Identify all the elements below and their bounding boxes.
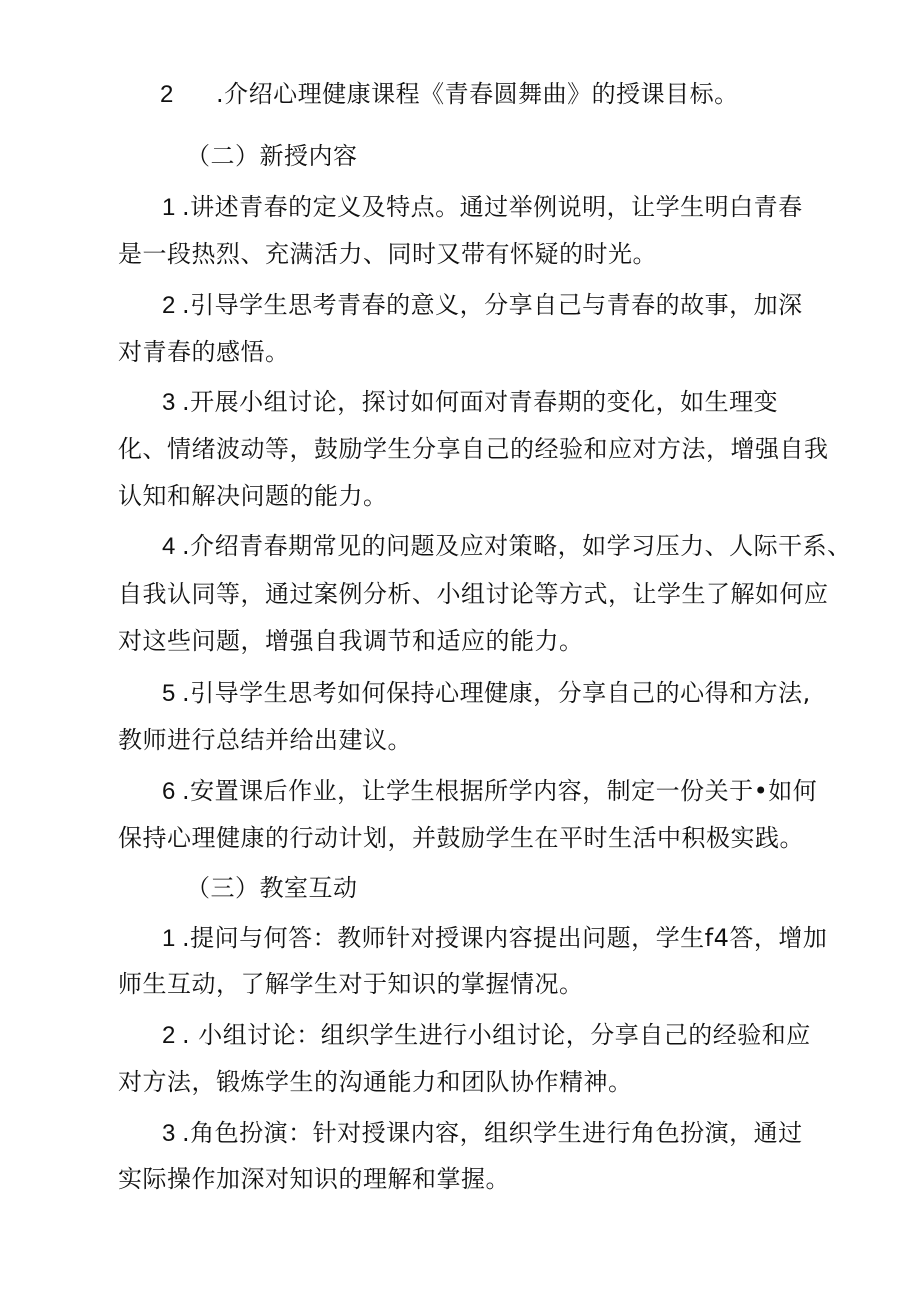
list-item-continuation: 化、情绪波动等，鼓励学生分享自己的经验和应对方法，增强自我 bbox=[118, 435, 829, 463]
list-item-2-2 bbox=[162, 289, 803, 322]
list-item-continuation: 保持心理健康的行动计划，并鼓励学生在平时生活中积极实践。 bbox=[118, 824, 804, 852]
list-item-continuation: 是一段热烈、充满活力、同时又带有怀疑的时光。 bbox=[118, 240, 657, 268]
list-item-continuation: 对这些问题，增强自我调节和适应的能力。 bbox=[118, 627, 584, 655]
section-heading-2: （二）新授内容 bbox=[186, 142, 358, 170]
list-item-2-3 bbox=[162, 386, 778, 419]
list-item-3-2 bbox=[162, 1019, 811, 1052]
list-item-continuation: 自我认同等，通过案例分析、小组讨论等方式，让学生了解如何应 bbox=[118, 580, 829, 608]
item-text: .开展小组讨论，探讨如何面对青春期的变化，如生理变 bbox=[182, 388, 779, 416]
item-text: .介绍心理健康课程《青春圆舞曲》的授课目标。 bbox=[216, 80, 739, 108]
list-item-intro bbox=[160, 78, 739, 111]
item-number: 5 bbox=[162, 680, 176, 707]
list-item-2-5 bbox=[162, 677, 811, 710]
item-text: .引导学生思考青春的意义，分享自己与青春的故事，加深 bbox=[182, 291, 803, 319]
list-item-3-3 bbox=[162, 1117, 803, 1150]
list-item-3-1 bbox=[162, 922, 827, 955]
item-number: 3 bbox=[162, 389, 176, 416]
item-text: .角色扮演：针对授课内容，组织学生进行角色扮演，通过 bbox=[182, 1119, 803, 1147]
item-text: .安置课后作业，让学生根据所学内容，制定一份关于•如何 bbox=[182, 777, 818, 805]
list-item-continuation: 对青春的感悟。 bbox=[118, 338, 290, 366]
list-item-continuation: 认知和解决问题的能力。 bbox=[118, 482, 388, 510]
section-heading-3: （三）教室互动 bbox=[186, 874, 358, 902]
list-item-2-4 bbox=[162, 530, 852, 563]
item-number: 1 bbox=[162, 925, 176, 952]
item-number: 3 bbox=[162, 1120, 176, 1147]
item-text: .讲述青春的定义及特点。通过举例说明，让学生明白青春 bbox=[182, 193, 803, 221]
item-text: . 小组讨论：组织学生进行小组讨论，分享自己的经验和应 bbox=[182, 1021, 811, 1049]
item-number: 4 bbox=[162, 533, 176, 560]
list-item-continuation: 对方法，锻炼学生的沟通能力和团队协作精神。 bbox=[118, 1068, 633, 1096]
item-number: 2 bbox=[160, 81, 174, 108]
item-number: 6 bbox=[162, 778, 176, 805]
item-text: .提问与何答：教师针对授课内容提出问题，学生f4答，增加 bbox=[182, 924, 828, 952]
list-item-2-6 bbox=[162, 775, 817, 808]
item-number: 2 bbox=[162, 1022, 176, 1049]
list-item-continuation: 实际操作加深对知识的理解和掌握。 bbox=[118, 1165, 510, 1193]
list-item-2-1 bbox=[162, 191, 803, 224]
item-text: .引导学生思考如何保持心理健康，分享自己的心得和方法, bbox=[182, 679, 811, 707]
item-number: 1 bbox=[162, 194, 176, 221]
list-item-continuation: 教师进行总结并给出建议。 bbox=[118, 726, 412, 754]
item-number: 2 bbox=[162, 292, 176, 319]
list-item-continuation: 师生互动，了解学生对于知识的掌握情况。 bbox=[118, 970, 584, 998]
item-text: .介绍青春期常见的问题及应对策略，如学习压力、人际干系、 bbox=[182, 532, 852, 560]
